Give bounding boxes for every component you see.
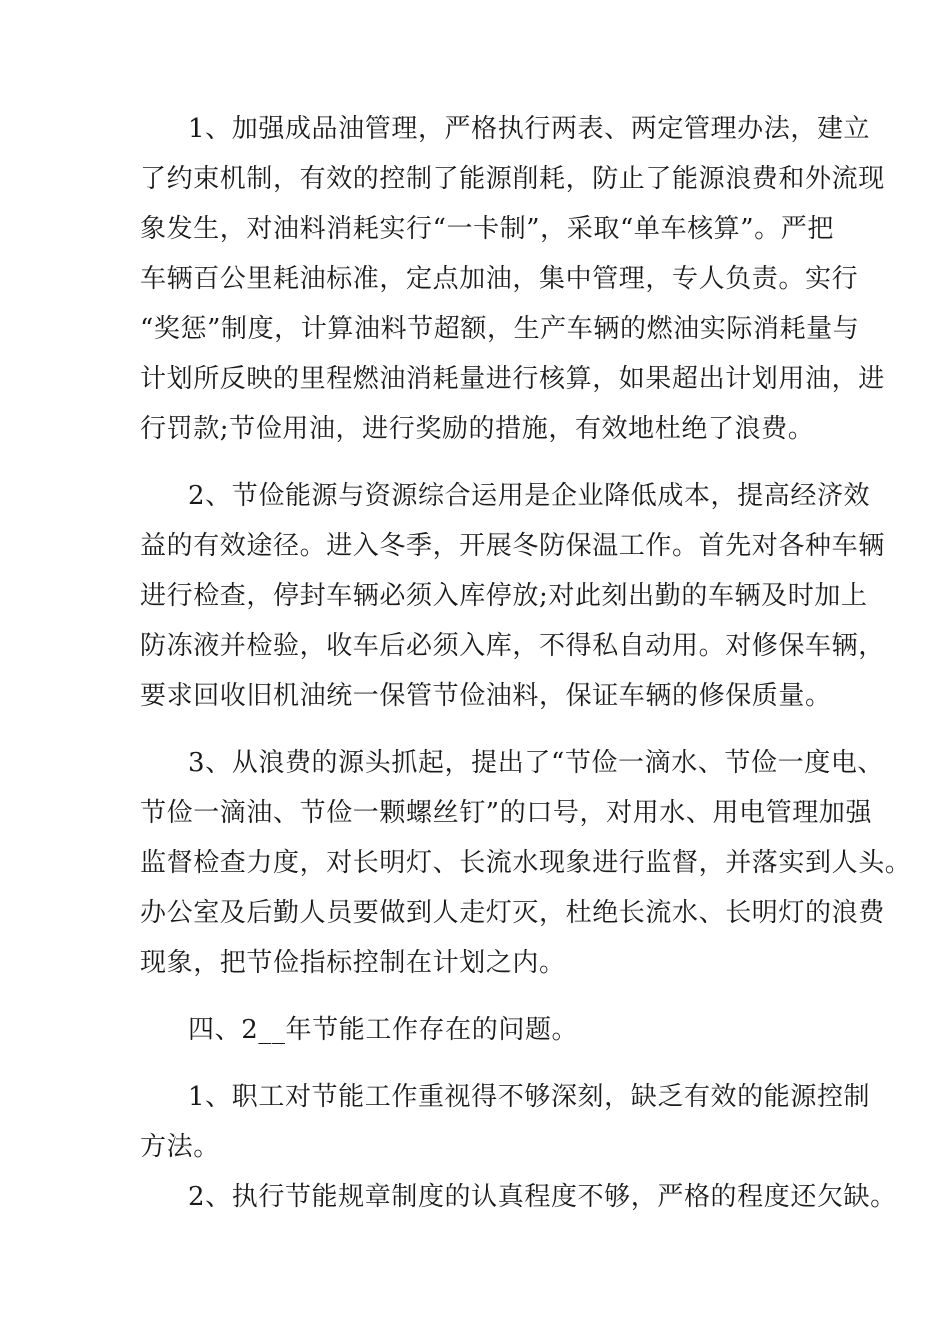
paragraph-line: 计划所反映的里程燃油消耗量进行核算，如果超出计划用油，进: [140, 364, 885, 394]
paragraph-line: 2、节俭能源与资源综合运用是企业降低成本，提高经济效: [188, 481, 871, 511]
section-heading: 四、2__年节能工作存在的问题。: [188, 1015, 579, 1045]
paragraph-line: 1、职工对节能工作重视得不够深刻，缺乏有效的能源控制: [188, 1082, 871, 1112]
paragraph-line: 2、执行节能规章制度的认真程度不够，严格的程度还欠缺。: [188, 1182, 897, 1212]
paragraph-line: 了约束机制，有效的控制了能源削耗，防止了能源浪费和外流现: [140, 164, 885, 194]
paragraph-line: 办公室及后勤人员要做到人走灯灭，杜绝长流水、长明灯的浪费: [140, 898, 885, 928]
paragraph-line: 1、加强成品油管理，严格执行两表、两定管理办法，建立: [188, 114, 871, 144]
paragraph-line: 象发生，对油料消耗实行“一卡制”，采取“单车核算”。严把: [140, 214, 834, 244]
paragraph-line: 节俭一滴油、节俭一颗螺丝钉”的口号，对用水、用电管理加强: [140, 798, 873, 828]
paragraph-line: “奖惩”制度，计算油料节超额，生产车辆的燃油实际消耗量与: [140, 314, 860, 344]
paragraph-line: 监督检查力度，对长明灯、长流水现象进行监督，并落实到人头。: [140, 848, 912, 878]
paragraph-line: 现象，把节俭指标控制在计划之内。: [140, 948, 566, 978]
paragraph-line: 益的有效途径。进入冬季，开展冬防保温工作。首先对各种车辆: [140, 531, 885, 561]
paragraph-line: 3、从浪费的源头抓起，提出了“节俭一滴水、节俭一度电、: [188, 748, 885, 778]
paragraph-line: 进行检查，停封车辆必须入库停放;对此刻出勤的车辆及时加上: [140, 581, 868, 611]
paragraph-line: 要求回收旧机油统一保管节俭油料，保证车辆的修保质量。: [140, 681, 832, 711]
paragraph-line: 方法。: [140, 1132, 220, 1162]
paragraph-line: 车辆百公里耗油标准，定点加油，集中管理，专人负责。实行: [140, 264, 859, 294]
paragraph-line: 防冻液并检验，收车后必须入库，不得私自动用。对修保车辆，: [140, 631, 885, 661]
paragraph-line: 行罚款;节俭用油，进行奖励的措施，有效地杜绝了浪费。: [140, 414, 815, 444]
